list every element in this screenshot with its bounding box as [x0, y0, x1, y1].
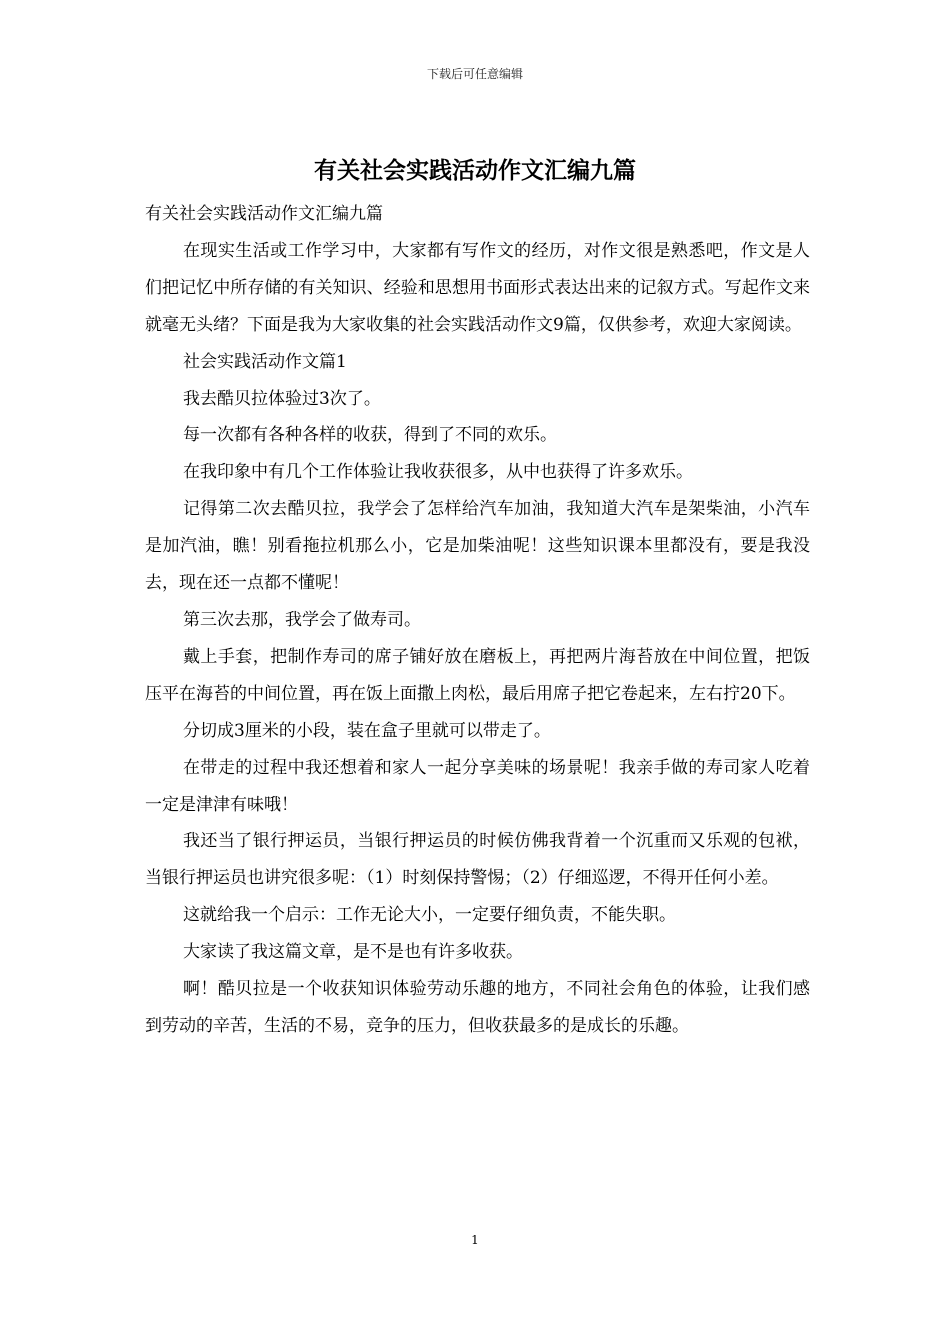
body-paragraph: 在带走的过程中我还想着和家人一起分享美味的场景呢！我亲手做的寿司家人吃着一定是津津有味哦！ [145, 757, 810, 815]
document-title: 有关社会实践活动作文汇编九篇 [314, 158, 636, 184]
intro-paragraph: 在现实生活或工作学习中，大家都有写作文的经历，对作文很是熟悉吧，作文是人们把记忆中所存储的有关知识、经验和思想用书面形式表达出来的记叙方式。写起作文来就毫无头绪？下面是我为大家收集的社会实践活动作文9篇，仅供参考，欢迎大家阅读。 [145, 240, 810, 335]
body-paragraph: 我去酷贝拉体验过3次了。 [183, 388, 381, 409]
body-paragraph: 记得第二次去酷贝拉，我学会了怎样给汽车加油，我知道大汽车是架柴油，小汽车是加汽油，瞧！别看拖拉机那么小，它是加柴油呢！这些知识课本里都没有，要是我没去，现在还一点都不懂呢！ [145, 499, 810, 594]
body-paragraph: 分切成3厘米的小段，装在盒子里就可以带走了。 [183, 720, 551, 741]
subtitle-paragraph: 有关社会实践活动作文汇编九篇 [145, 204, 383, 224]
body-paragraph: 大家读了我这篇文章，是不是也有许多收获。 [183, 942, 523, 963]
body-paragraph: 这就给我一个启示：工作无论大小，一定要仔细负责，不能失职。 [183, 905, 676, 926]
body-paragraph: 戴上手套，把制作寿司的席子铺好放在磨板上，再把两片海苔放在中间位置，把饭压平在海苔的中间位置，再在饭上面撒上肉松，最后用席子把它卷起来，左右拧20下。 [145, 646, 810, 704]
body-paragraph: 啊！酷贝拉是一个收获知识体验劳动乐趣的地方，不同社会角色的体验，让我们感到劳动的辛苦，生活的不易，竞争的压力，但收获最多的是成长的乐趣。 [145, 979, 810, 1036]
page-number: 1 [471, 1233, 479, 1247]
body-paragraph: 第三次去那，我学会了做寿司。 [183, 609, 421, 630]
document-body [145, 196, 810, 1045]
page-header-note: 下载后可任意编辑 [426, 67, 523, 81]
section-heading: 社会实践活动作文篇1 [183, 351, 347, 372]
body-paragraph: 每一次都有各种各样的收获，得到了不同的欢乐。 [183, 425, 557, 446]
body-paragraph: 我还当了银行押运员，当银行押运员的时候仿佛我背着一个沉重而又乐观的包袱，当银行押运员也讲究很多呢：（1）时刻保持警惕；（2）仔细巡逻，不得开任何小差。 [145, 831, 810, 889]
body-paragraph: 在我印象中有几个工作体验让我收获很多，从中也获得了许多欢乐。 [183, 462, 693, 483]
